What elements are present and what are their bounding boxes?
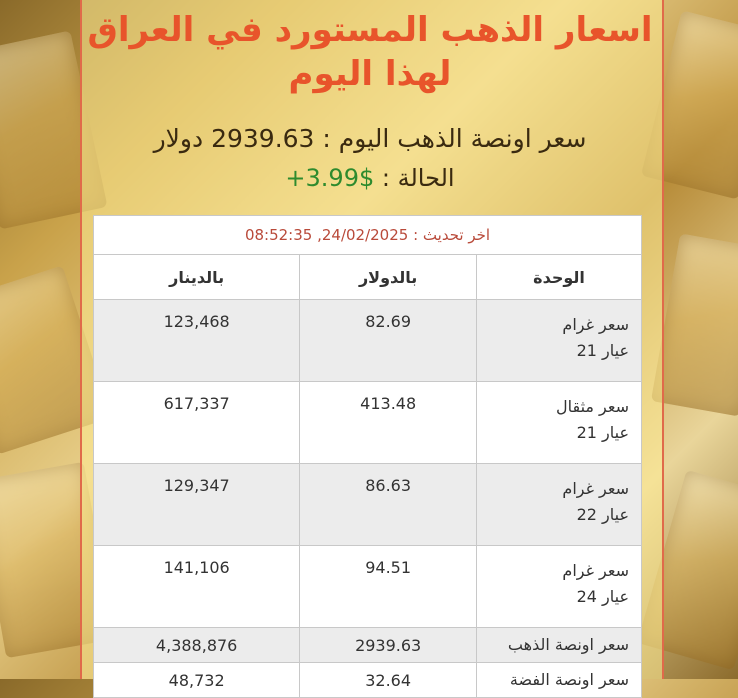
iqd-price: 123,468 — [94, 300, 300, 382]
unit-karat: عيار 24 — [576, 587, 629, 606]
table-row — [94, 628, 642, 663]
table-row — [94, 464, 642, 546]
iqd-price: 141,106 — [94, 546, 300, 628]
unit-name: سعر غرام — [562, 315, 629, 334]
unit-name: سعر اونصة الذهب — [477, 628, 642, 663]
unit-karat: عيار 21 — [576, 341, 629, 360]
table-row — [94, 300, 642, 382]
unit-cell — [477, 546, 642, 628]
usd-price: 413.48 — [300, 382, 477, 464]
unit-cell — [477, 300, 642, 382]
last-update: اخر تحديث : 24/02/2025, 08:52:35 — [94, 216, 642, 255]
usd-price: 94.51 — [300, 546, 477, 628]
iqd-price: 129,347 — [94, 464, 300, 546]
price-status — [80, 162, 660, 194]
unit-cell — [477, 464, 642, 546]
table-row — [94, 663, 642, 698]
unit-karat: عيار 22 — [576, 505, 629, 524]
table-row — [94, 546, 642, 628]
update-row — [94, 216, 642, 255]
usd-price: 32.64 — [300, 663, 477, 698]
unit-name: سعر غرام — [562, 479, 629, 498]
unit-name: سعر اونصة الفضة — [477, 663, 642, 698]
header-unit: الوحدة — [477, 255, 642, 300]
ounce-price: سعر اونصة الذهب اليوم : 2939.63 دولار — [153, 124, 587, 153]
table-row — [94, 382, 642, 464]
page-title: اسعار الذهب المستورد في العراق لهذا اليوم — [87, 10, 653, 94]
header-iqd: بالدينار — [94, 255, 300, 300]
iqd-price: 4,388,876 — [94, 628, 300, 663]
iqd-price: 617,337 — [94, 382, 300, 464]
unit-name: سعر غرام — [562, 561, 629, 580]
unit-karat: عيار 21 — [576, 423, 629, 442]
header-usd: بالدولار — [300, 255, 477, 300]
price-table — [93, 215, 642, 698]
table-header — [94, 255, 642, 300]
usd-price: 82.69 — [300, 300, 477, 382]
usd-price: 2939.63 — [300, 628, 477, 663]
status-value: +3.99$ — [285, 164, 375, 192]
unit-name: سعر مثقال — [555, 397, 629, 416]
iqd-price: 48,732 — [94, 663, 300, 698]
status-label: الحالة : — [381, 164, 455, 192]
unit-cell — [477, 382, 642, 464]
usd-price: 86.63 — [300, 464, 477, 546]
